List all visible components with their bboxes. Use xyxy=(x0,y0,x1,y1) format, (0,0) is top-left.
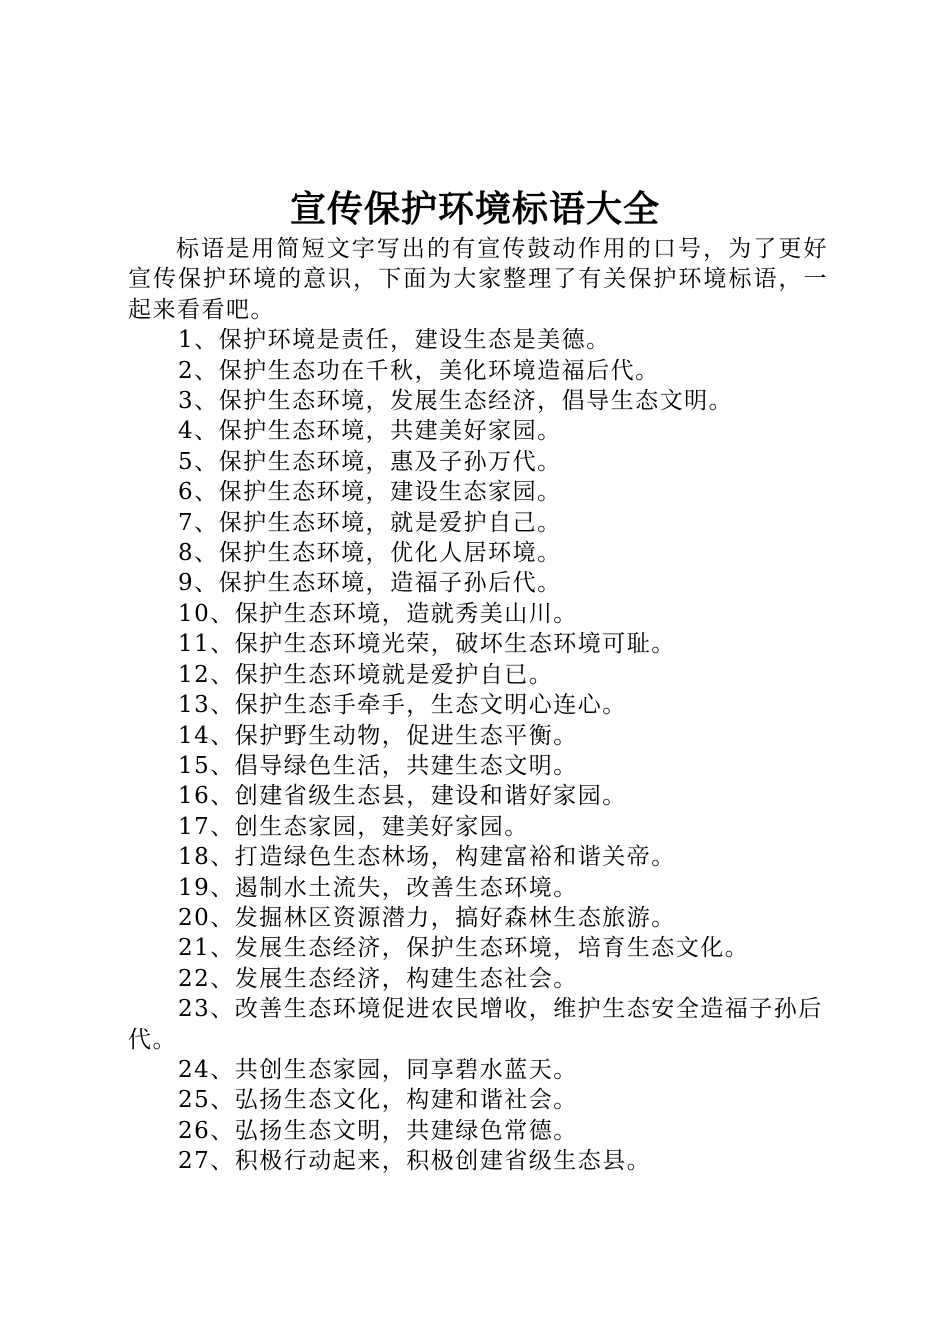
list-item: 7、保护生态环境，就是爱护自己。 xyxy=(178,509,562,536)
list-item: 19、遏制水土流失，改善生态环境。 xyxy=(178,874,578,901)
list-item: 1、保护环境是责任，建设生态是美德。 xyxy=(178,327,611,354)
list-item: 12、保护生态环境就是爱护自已。 xyxy=(178,661,554,688)
list-item: 6、保护生态环境，建设生态家园。 xyxy=(178,479,562,506)
list-item: 4、保护生态环境，共建美好家园。 xyxy=(178,418,562,445)
list-item: 14、保护野生动物，促进生态平衡。 xyxy=(178,722,578,749)
list-item: 15、倡导绿色生活，共建生态文明。 xyxy=(178,752,578,779)
list-item: 2、保护生态功在千秋，美化环境造福后代。 xyxy=(178,357,660,384)
document-body xyxy=(128,234,828,1177)
list-item: 8、保护生态环境，优化人居环境。 xyxy=(178,540,562,567)
list-item: 27、积极行动起来，积极创建省级生态县。 xyxy=(178,1148,652,1175)
list-item: 11、保护生态环境光荣，破坏生态环境可耻。 xyxy=(178,631,676,658)
list-item: 23、改善生态环境促进农民增收，维护生态安全造福子孙后代。 xyxy=(128,996,823,1053)
list-item: 20、发掘林区资源潜力，搞好森林生态旅游。 xyxy=(178,904,676,931)
list-item: 3、保护生态环境，发展生态经济，倡导生态文明。 xyxy=(178,388,734,415)
list-item: 16、创建省级生态县，建设和谐好家园。 xyxy=(178,783,627,810)
list-item: 24、共创生态家园，同享碧水蓝天。 xyxy=(178,1056,578,1083)
list-item: 25、弘扬生态文化，构建和谐社会。 xyxy=(178,1087,578,1114)
list-item: 21、发展生态经济，保护生态环境，培育生态文化。 xyxy=(178,935,750,962)
list-item: 18、打造绿色生态林场，构建富裕和谐关帝。 xyxy=(178,844,676,871)
document-title: 宣传保护环境标语大全 xyxy=(289,189,660,230)
list-item: 26、弘扬生态文明，共建绿色常德。 xyxy=(178,1117,578,1144)
slogan-list xyxy=(128,325,828,1176)
list-item: 5、保护生态环境，惠及子孙万代。 xyxy=(178,448,562,475)
list-item: 22、发展生态经济，构建生态社会。 xyxy=(178,965,578,992)
list-item: 13、保护生态手牵手，生态文明心连心。 xyxy=(178,692,627,719)
intro-paragraph: 标语是用简短文字写出的有宣传鼓动作用的口号，为了更好宣传保护环境的意识，下面为大家整理了有关保护环境标语，一起来看看吧。 xyxy=(128,236,828,323)
list-item: 17、创生态家园，建美好家园。 xyxy=(178,813,529,840)
list-item: 10、保护生态环境，造就秀美山川。 xyxy=(178,600,578,627)
list-item: 9、保护生态环境，造福子孙后代。 xyxy=(178,570,562,597)
